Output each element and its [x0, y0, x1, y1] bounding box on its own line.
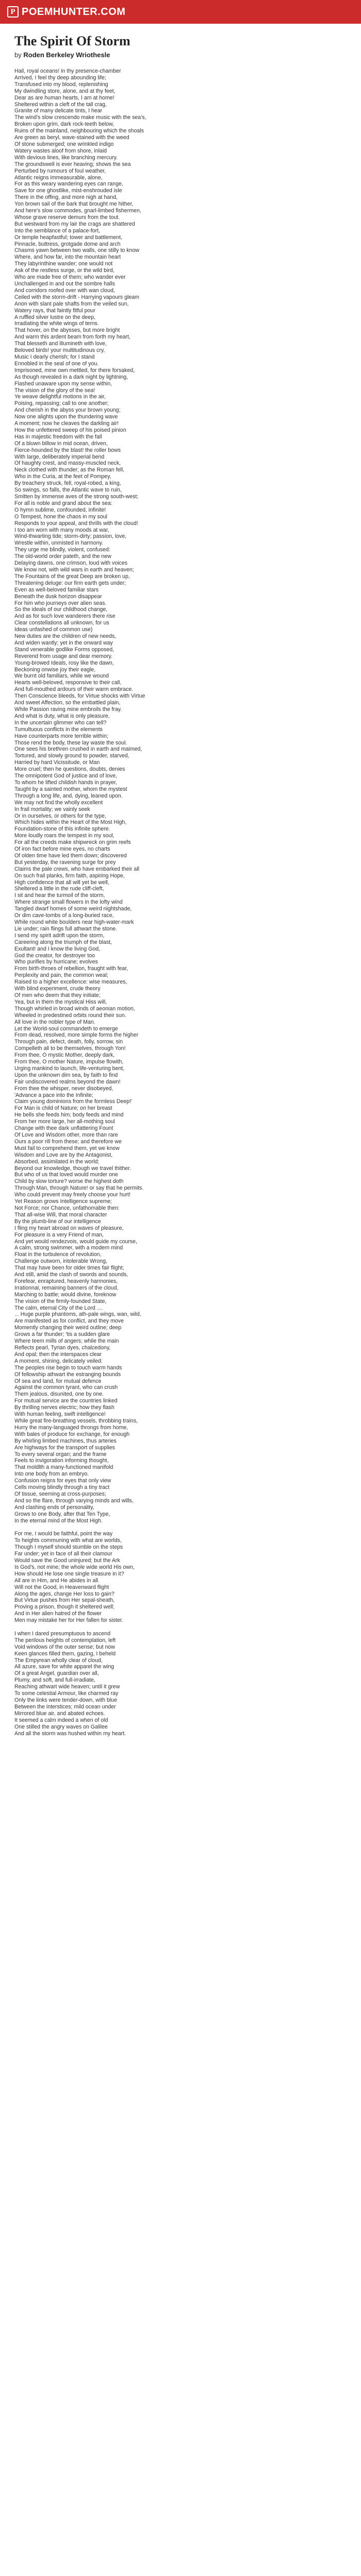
poem-line: Reflects pearl, Tyrian dyes, chalcedony,	[14, 1345, 111, 1351]
poem-line: Wrestle within, unmisted in harmony.	[14, 540, 104, 547]
poem-line: And what is duty, what is only pleasure,	[14, 713, 110, 719]
poem-line: Must fail to comprehend them, yet we know	[14, 1145, 120, 1151]
logo-text: POEMHUNTER.COM	[22, 6, 126, 18]
poem-line: Watery wastes aloof from shore, inlaid	[14, 147, 107, 154]
poem-line: All love in the nobler type of Man.	[14, 1019, 95, 1025]
poem-line: Along the ages, change Her loss to gain?	[14, 1590, 114, 1597]
poem-line: Tortured, and slowly ground to powder, starved,	[14, 753, 129, 759]
poem-line: Into one body from an embryo.	[14, 1471, 89, 1478]
poem-line: The groundswell is ever heaving; shows the sea	[14, 161, 131, 167]
poem-line: Wheeled in predestined orbits round their sun.	[14, 1012, 126, 1019]
poem-line: The old-world order pateth, and the new	[14, 553, 111, 560]
poem-line: In frail mortality; we vainly seek	[14, 806, 90, 812]
poem-line: And cherish in the abyss your brown young;	[14, 407, 121, 414]
poem-line: Challenge outworn, intolerable Wrong,	[14, 1258, 108, 1265]
poem-line: Forefear, enraptured, heavenly harmonies,	[14, 1278, 118, 1284]
poem-line: Hail, royal oceans! in thy presence-chamber	[14, 68, 121, 74]
poem-line: Absorbed, assimilated in the world;	[14, 1158, 100, 1165]
poem-line: Wind-thwarting tide; storm-dirty; passion, love,	[14, 533, 127, 540]
poem-line: All are in Him, and He abides in all.	[14, 1577, 100, 1584]
poem-line: A moment; now he cleaves the darkling air!	[14, 420, 119, 427]
poem-line: Through Man, through Nature! or say that he permits.	[14, 1185, 144, 1192]
poem-line: Proving a prison, though it sheltered well;	[14, 1604, 114, 1611]
poem-line: I sit and hear the turmoil of the storm,	[14, 892, 105, 899]
poem-line: Where teem mills of angers; while the main	[14, 1338, 119, 1345]
poem-line: Beloved birds! your multitudinous cry,	[14, 347, 105, 354]
poem-line: By thrilling nerves electric; how they flash	[14, 1404, 114, 1411]
poem-line: We may not find the wholly excellent	[14, 799, 103, 806]
poem-line: The Fountains of the great Deep are broken up,	[14, 573, 130, 580]
poem-stanza	[14, 1631, 344, 1737]
poem-line: With human feeling, swift intelligence!	[14, 1411, 106, 1418]
poem-line: Are highways for the transport of supplies	[14, 1444, 115, 1451]
poem-line: Against the common tyrant, who can crush	[14, 1384, 118, 1391]
poem-line: Broken upon grim, dark rock-teeth below,	[14, 121, 114, 128]
poem-line: From thee, O mystic Mother, deeply dark,	[14, 1052, 115, 1059]
poem-line: The wind's slow crescendo make music with the sea's,	[14, 114, 146, 121]
poem-line: And full-mouthed ardours of their warm embrace.	[14, 686, 134, 693]
poem-line: Plumy, and soft, and full-irradiate,	[14, 1677, 96, 1684]
poem-line: Of iron fact before mine eyes, no charts	[14, 846, 110, 853]
poem-line: Float in the turbulence of revolution,	[14, 1251, 102, 1258]
poem-line: Upon the unknown dim sea, by faith to find	[14, 1072, 118, 1078]
poem-line: Or dim cave-tombs of a long-buried race,	[14, 912, 114, 919]
poem-line: Transfused into my blood, replenishing	[14, 81, 108, 88]
poem-line: The omnipotent God of justice and of love,	[14, 773, 118, 779]
poem-line: Momently changing their weird outline; deep	[14, 1325, 122, 1331]
logo-icon-letter: P	[10, 7, 15, 16]
poem-line: Void windows of the outer sense; but now	[14, 1643, 115, 1650]
poem-line: And in Her alien hatred of the flower	[14, 1611, 102, 1617]
poem-line: Of haughty crest, and massy-muscled neck,	[14, 460, 121, 467]
poem-line: And still, amid the clash of swords and sounds,	[14, 1272, 128, 1278]
poem-line: It seemed a calm indeed a when of old	[14, 1717, 108, 1723]
poem-line: Whose grave reserve demurs from the tout.	[14, 214, 120, 221]
poem-line: By the plumb-line of our intelligence	[14, 1218, 101, 1225]
poem-line: They urge me blindly, violent, confused:	[14, 547, 110, 553]
poem-line: From birth-throes of rebellion, fraught with fear,	[14, 965, 128, 972]
poem-line: With bales of produce for exchange, for enough	[14, 1431, 130, 1437]
poem-line: Only the links were tender-down, with blue	[14, 1697, 118, 1703]
poem-stanza	[14, 1531, 344, 1624]
poem-line: Let the World-soul commandeth to emerge	[14, 1025, 118, 1032]
poem-line: Ask of the restless surge, or the wild bird,	[14, 267, 114, 274]
poem-line: But yesterday, the ravening surge for prey	[14, 859, 116, 866]
poem-line: That may have been for older times fair flight;	[14, 1265, 124, 1272]
poem-line: Beckoning onwise joy their eagle,	[14, 666, 96, 673]
poem-line: Tumultuous conflicts in the elements	[14, 726, 103, 733]
poem-line: Irradiating the white wings of terns.	[14, 320, 99, 327]
poem-line: Those rend the body, these lay waste the soul.	[14, 739, 127, 746]
poemhunter-logo-icon	[7, 6, 19, 18]
poem-line: Where, and how far, into the mountain heart	[14, 254, 121, 261]
poem-line: Wisdom and Love are by the Antagonist,	[14, 1151, 113, 1158]
poem-line: While Passion raving mine embroils the fray.	[14, 706, 122, 713]
poem-line: A calm, strong swimmer, with a modern mind	[14, 1245, 123, 1251]
poem-line: To heights communing with what are worlds,	[14, 1537, 122, 1544]
poem-line: Hurry the many-languaged throngs from home,	[14, 1424, 128, 1431]
poem-line: And widen wantly; yet in the onward way	[14, 639, 113, 646]
poem-line: But westward from my lair the crags are shattered	[14, 221, 135, 227]
poem-line: Though whirled in broad winds of aeonian motion,	[14, 1005, 135, 1012]
poem-line: Between the interstices; mild ocean under	[14, 1703, 116, 1710]
poem-line: Men may mistake her for Her fallen for sister.	[14, 1617, 123, 1624]
poem-line: Tangled dwarf homes of some weird nightshade,	[14, 906, 132, 912]
poem-line: Atlantic reigns immeasurable, alone,	[14, 174, 103, 181]
poem-line: One stilled the angry waves on Galilee	[14, 1723, 108, 1730]
poem-line: Claims the pale crews, who have embarked their all	[14, 866, 140, 872]
poem-line: Who are made free of them; who wander ever	[14, 274, 126, 281]
poem-line: Beyond our knowledge, though we travel thither.	[14, 1165, 132, 1172]
poem-line: From her more large, her all-mothing soul	[14, 1118, 115, 1125]
poem-line: One sees his brethren crushed in earth and maimed,	[14, 746, 142, 753]
poem-line: Or temple heapfastful; tower and battlement,	[14, 234, 123, 241]
poem-line: For as this weary wandering eyes can range,	[14, 181, 123, 188]
poem-line: Delaying dawns, one crimson, loud with voices	[14, 560, 128, 567]
poem-line: More loudly roars the tempest in my soul,	[14, 833, 114, 839]
poem-line: We burnt old familiars, while we wound	[14, 673, 109, 680]
poem-line: Yon brown sail of the bark that brought me hither,	[14, 201, 134, 208]
poem-line: To some celestial Armour, like charmed ray	[14, 1690, 119, 1697]
poem-line: Clear constellations all unknown, for us	[14, 620, 109, 626]
poem-line: And so the flare, through varying minds and wills,	[14, 1497, 134, 1504]
poem-line: For pleasure is a very Friend of man,	[14, 1231, 104, 1238]
poem-line: Are green as beryl, wave-stained with the weed	[14, 134, 129, 141]
poem-line: Save for one ghostlike, mist-enshrouded isle	[14, 188, 122, 194]
poem-line: Grows to one Body, after that Ten Type,	[14, 1511, 110, 1517]
poem-line: 'Advance a pace into the Infinite;	[14, 1092, 93, 1098]
poem-line: Watery rays, that faintly fitful pour	[14, 307, 95, 314]
poem-line: Dear as are human hearts, I am at home!	[14, 94, 114, 101]
poem-line: Beneath the dusk horizon disappear	[14, 593, 102, 600]
poem-line: Though I myself should stumble on the steps	[14, 1544, 123, 1551]
poem-line: Of olden time have led them down; discovered	[14, 852, 127, 859]
poem-line: Fair undiscovered realms beyond the dawn!	[14, 1078, 121, 1085]
poem-line: Smitten by immense aves of the strong south-west;	[14, 494, 139, 500]
poem-line: For him who journeys over alien seas.	[14, 600, 107, 606]
poem-body	[14, 68, 344, 1743]
poem-line: Them jealous, disunited, one by one.	[14, 1391, 104, 1398]
poem-line: Foundation-stone of this infinite sphere.	[14, 826, 110, 833]
poem-line: For Man is child of Nature; on her breast	[14, 1105, 112, 1112]
poem-line: That hover, on the abysses, but more bright	[14, 327, 120, 334]
poem-line: While round white boulders near high-water-mark	[14, 919, 134, 925]
poem-line: Young-browed Ideals, rosy like the dawn,	[14, 659, 114, 666]
poem-line: For all is noble and grand about the sea:	[14, 500, 112, 506]
poem-line: Pinnacle, buttress, grotgade dome and arch	[14, 241, 121, 247]
poem-line: With devious lines, like branching mercury.	[14, 154, 118, 161]
poem-line: Unchallenged in and out the sombre halls	[14, 281, 115, 287]
poem-line: And yet would rendezvois, would guide my course,	[14, 1238, 137, 1245]
poem-line: Who purifies by hurricane; evolves	[14, 959, 98, 965]
poem-line: Where strange small flowers in the lofty wind	[14, 899, 123, 906]
poem-line: Of tissue, seeming at cross-purposes;	[14, 1490, 106, 1497]
poem-line: Poising, repassing; call to one another;	[14, 400, 109, 407]
poem-line: Of Love and Wisdom other, more than rare	[14, 1132, 118, 1138]
poem-line: As though revealed in a dark night by lightning,	[14, 374, 128, 380]
poem-line: ... Huge purple phantoms, ath-pale wings, wan, wild,	[14, 1311, 141, 1318]
poem-line: In the uncertain glimmer who can tell?	[14, 719, 107, 726]
poem-line: Change with thee dark unflattering Fount	[14, 1125, 113, 1132]
poem-line: How should He lose one single treasure in it?	[14, 1570, 124, 1577]
poem-line: Feels to invigoration informing thought,	[14, 1458, 109, 1464]
poem-line: How the unfettered sweep of his poised pinion	[14, 427, 126, 433]
poem-line: Flashed unaware upon my sense within,	[14, 380, 112, 387]
poem-line: Reaching athwart wide heaven; until it grew	[14, 1684, 120, 1690]
poem-header	[14, 33, 344, 60]
poem-line: To every several organ; and the frame	[14, 1451, 107, 1458]
site-logo[interactable]	[7, 4, 125, 20]
poem-line: Will not the Good, in Heavenward flight	[14, 1584, 109, 1590]
poem-line: Irrationnal, remaining banners of the cloud,	[14, 1284, 119, 1291]
poem-line: Granite of many delicate tints, I hear	[14, 108, 103, 114]
poem-line: That blesseth and illumineth with love,	[14, 341, 107, 347]
poem-line: And corridors roofed over with wan cloud,	[14, 287, 115, 294]
poem-line: Neck clothed with thunder; as the Roman fell,	[14, 467, 125, 473]
poem-line: From dead, resolved, more simple forms the higher	[14, 1032, 139, 1039]
poem-line: O hymn sublime, confounded, infinite!	[14, 506, 106, 513]
poem-line: Ceiled with the storm-drift - Harrying vapours gleam	[14, 294, 139, 300]
poem-line: Imprisoned, mine own mettled, for there forsaked,	[14, 367, 135, 374]
poem-line: Ruins of the mainland, neighbouring which the shoals	[14, 128, 144, 134]
poem-line: He bells she feeds him; body feeds and mind	[14, 1112, 124, 1118]
poem-line: Keen glances filled them, gazing, I beheld	[14, 1650, 116, 1657]
poem-line: Lie under; rain flings full athwart the stone.	[14, 925, 118, 932]
poem-line: Through pain, defect, death, folly, sorrow, sin	[14, 1039, 123, 1045]
poem-line: Ours a poor rill from these; and therefore we	[14, 1138, 122, 1145]
poem-line: High confidence that all will yet be well,	[14, 879, 109, 886]
poem-line: My dwindling store, alone, and at thy feet,	[14, 88, 116, 94]
poem-line: From thee, O mother Nature, impulse flowith,	[14, 1059, 124, 1065]
poem-line: Taught by a sainted mother, whom the mystest	[14, 786, 127, 792]
poem-line: Fierce-hounded by the blast! the roller bows	[14, 447, 121, 453]
poem-line: Of men who deem that they initiate;	[14, 992, 101, 998]
poem-line: A moment, shining, delicately veiled:	[14, 1358, 103, 1364]
poem-line: And sweet Affection, so the embattled plain,	[14, 700, 121, 706]
poem-line: There in the offing, and more nigh at hand,	[14, 194, 118, 201]
poem-line: So swings, so falls, the Atlantic wave to ruin,	[14, 487, 122, 494]
poem-line: Careering along the triumph of the blast,	[14, 939, 112, 945]
poem-line: Anon with slant pale shafts from the veiled sun,	[14, 300, 129, 307]
poem-line: Cells moving blindly through a tiny tract	[14, 1484, 110, 1491]
poem-line: Compelleth all to be themselves, through Yon!	[14, 1045, 126, 1052]
poem-line: For all the creeds make shipwreck on grim reefs	[14, 839, 131, 846]
poem-line: Responds to your appeal, and thrills with the cloud!	[14, 520, 138, 527]
poem-line: For mutual service are the countries linked	[14, 1398, 118, 1404]
poem-line: Even as well-beloved familiar stars	[14, 586, 99, 593]
poem-line: And here's slow commodes, gnarl-limbed fishermen,	[14, 208, 141, 214]
poem-line: To whom he lifted childish hands in prayer,	[14, 779, 118, 786]
poem-line: Not Force; nor Chance, unfathomable then:	[14, 1205, 120, 1211]
poem-line: But who of us that loved would murder one	[14, 1172, 118, 1178]
poem-line: Would save the Good uninjured; but the Ark	[14, 1557, 120, 1564]
poem-line: On such frail planks, firm faith, aspiring Hope,	[14, 872, 125, 879]
poem-line: With blind experiment, crude theory	[14, 986, 101, 992]
poem-line: Chasms yawn between two walls, one stilly to know	[14, 247, 139, 254]
poem-byline	[14, 50, 344, 60]
poem-line: By whirling limbed machines, thus arteries	[14, 1437, 117, 1444]
poem-line: I fling my heart abroad on waves of pleasure,	[14, 1225, 124, 1231]
poem-line: That all-wise Will, that moral character	[14, 1211, 107, 1218]
poem-line: And opal; then the interspaces clear	[14, 1351, 102, 1358]
poem-line: Marching to battle; would divine, foreknow	[14, 1291, 117, 1298]
poem-line: Mirrored blue air, and abated echoes.	[14, 1710, 105, 1717]
poem-line: Who could prevent may freely choose your hurt!	[14, 1192, 130, 1198]
poem-line: So the ideals of our childhood change,	[14, 606, 108, 613]
poem-line: Yet Reason grows Intelligence supreme;	[14, 1198, 112, 1205]
poem-line: Or in ourselves, or others for the type,	[14, 812, 106, 819]
poem-line: Who in the Curia, at the feet of Pompey,	[14, 473, 111, 480]
poem-line: And clashing ends of personality,	[14, 1504, 94, 1511]
poem-line: Raised to a higher excellence: wise measures,	[14, 979, 127, 986]
poem-line: All azure, save for white apparel the wing	[14, 1664, 114, 1670]
poem-line: Stand venerable godlike Forms opposed,	[14, 646, 114, 653]
poem-line: A ruffled silver lustre on the deep,	[14, 314, 96, 320]
poem-line: Child by slow torture? worse the highest doth	[14, 1178, 124, 1185]
poem-line: Urging mankind to launch, life-venturing bent,	[14, 1065, 125, 1072]
poem-line: But Virtue pushes from Her sepal-sheath,	[14, 1597, 115, 1604]
poem-line: That moldlth a many-functioned manifold	[14, 1464, 113, 1471]
poem-line: Are manifested as for conflict, and they move	[14, 1318, 124, 1325]
poem-line: Of sea and land, for mutual defence	[14, 1378, 102, 1384]
poem-line: For me, I would be faithful, point the way	[14, 1531, 113, 1537]
poem-line: Perplexity and pain, the common weal;	[14, 972, 108, 979]
poem-title: The Spirit Of Storm	[14, 33, 130, 48]
poem-line: The peoples rise begin to touch warm hands	[14, 1364, 122, 1371]
poem-line: From thee the whisper, never disobeyed,	[14, 1085, 113, 1092]
poem-line: I send my spirit adrift upon the storm,	[14, 932, 105, 939]
poem-line: I when I dared presumptuous to ascend	[14, 1630, 111, 1637]
poem-line: Sheltered a little in the rude cliff-cleft,	[14, 886, 104, 892]
poem-line: Has in majestic freedom with the fall	[14, 433, 102, 440]
poem-line: And as for such love wanderers there rise	[14, 613, 116, 620]
poem-line: Far under; yet in face of all their clamour	[14, 1551, 112, 1557]
poem-stanza	[14, 68, 344, 1524]
poem-line: Arrived, I feel thy deep abounding life;	[14, 74, 106, 81]
poem-line: Ennobled in the seal of one of you.	[14, 360, 99, 367]
poem-line: Reverend from usage and dear memory.	[14, 653, 112, 659]
poem-line: Perturbed by rumours of foul weather,	[14, 167, 106, 174]
poem-line: Of stone submerged; one wrinkled indigo	[14, 141, 114, 147]
poem-line: Through a long life, and, dying, leaned upon.	[14, 792, 123, 799]
author-name[interactable]: Roden Berkeley Wriothesle	[23, 51, 110, 59]
poem-line: Exultant! and I know the living God,	[14, 945, 101, 952]
poem-line: New duties are the children of new needs,	[14, 633, 117, 640]
poem-line: Threatening deluge: our firm earth gets under;	[14, 580, 126, 586]
poem-line: Then Conscience bleeds, for Virtue shocks with Virtue	[14, 693, 145, 700]
poem-line: In the eternal mind of the Most High.	[14, 1517, 103, 1524]
poem-line: Of a great Angel, guardian over all,	[14, 1670, 99, 1677]
poem-line: By treachery struck, fell, royal-robed, a king,	[14, 480, 121, 487]
poem-line: Confusion reigns for eyes that only view	[14, 1478, 111, 1484]
poem-line: God the creator, for destroyer too	[14, 952, 95, 959]
poem-line: We know not, with wild wars in earth and heaven;	[14, 566, 134, 573]
poem-line: The calm, eternal City of the Lord ....	[14, 1304, 103, 1311]
poem-line: The vision of the firmly-founded State,	[14, 1298, 107, 1304]
by-label: by	[14, 51, 22, 59]
poem-line: Ideas unfashed of common use)	[14, 626, 93, 633]
poem-line: And warm this ardent beam from forth my heart,	[14, 334, 130, 341]
poem-line: And all the storm was hushed within my heart.	[14, 1730, 126, 1737]
poem-line: Claim young dominions from the formless Deep!'	[14, 1098, 133, 1105]
poem-line: Music I dearly cherish; for I stand	[14, 353, 95, 360]
poem-line: They labyrinthine wander; one would not	[14, 261, 113, 267]
poem-line: Yea, but in them the mystical Hiss will,	[14, 998, 107, 1005]
poem-line: Which hides within the Heart of the Most High,	[14, 819, 127, 826]
poem-line: Is God's, not mine; the whole wide world His own,	[14, 1564, 135, 1570]
poem-line: More cruel; then he questions, doubts, denies	[14, 766, 125, 773]
poem-line: Of fellowship athwart the estranging bounds	[14, 1371, 121, 1378]
poem-line: With large, deliberately imperial bend	[14, 453, 105, 460]
poem-line: The vision of the glory of the sea!	[14, 387, 95, 394]
poem-line: Grows a far thunder; 'tis a sudden glare	[14, 1331, 110, 1338]
poem-line: O Tempest, hone the chaos in my soul	[14, 513, 107, 520]
poem-line: Into the semblance of a palace-fort,	[14, 227, 101, 234]
poem-line: Of a bluwn billow in mid ocean, driven,	[14, 440, 108, 447]
poem-line: Ye weave delightful motions in the air,	[14, 394, 106, 400]
site-header	[0, 0, 361, 24]
poem-line: I too am worn with many moods at war,	[14, 527, 109, 533]
poem-line: Have counterparts more terrible within;	[14, 733, 108, 739]
poem-line: Now one alights upon the thundering wave	[14, 414, 118, 420]
poem-line: While great fire-breathing vessels, throbbing trains,	[14, 1417, 138, 1424]
poem-line: The Empyrean wholly clear of cloud,	[14, 1657, 103, 1664]
poem-line: Sheltered within a cleft of the tall crag,	[14, 101, 107, 108]
poem-line: The perilous heights of contemplation, left	[14, 1637, 116, 1643]
poem-line: Harried by hard Vicissitude, or Man	[14, 759, 100, 766]
poem-line: Hearts well-beloved, responsive to their call,	[14, 680, 122, 686]
